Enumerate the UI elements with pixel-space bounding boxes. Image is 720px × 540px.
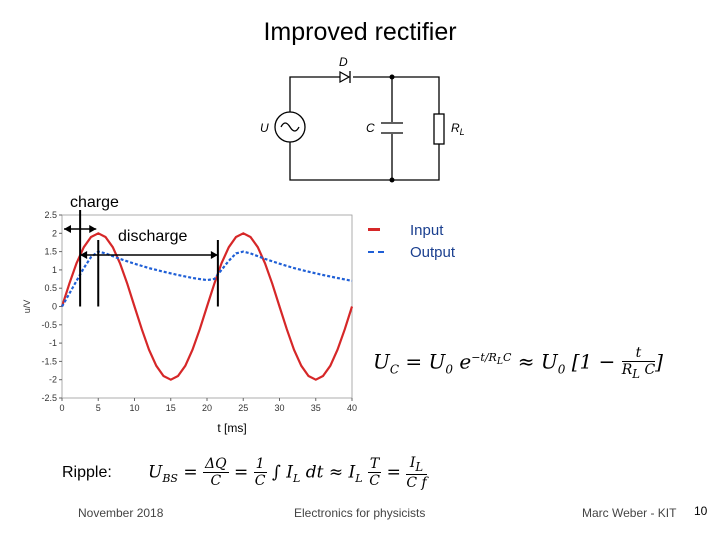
diode-label: D [339, 55, 348, 69]
charge-arrowhead-right [89, 225, 96, 233]
footer-course: Electronics for physicists [294, 506, 426, 520]
x-tick-label: 35 [310, 403, 321, 413]
ripple-formula: $U_{BS}$ = $\frac{\Delta Q}{C}$ = $\frac{1}{C}$ ∫ $I_L$ dt ≈ $I_L$ $\frac{T}{C}$ = $\frac{I_L}{\text{C f}}$ [148, 455, 427, 491]
x-tick-label: 15 [165, 403, 176, 413]
x-tick-label: 10 [129, 403, 140, 413]
legend-input-swatch [368, 228, 380, 231]
legend-output-label: Output [410, 244, 456, 261]
legend-output-swatch [368, 251, 384, 253]
capacitor-label: C [366, 121, 375, 135]
discharge-formula: $U_C = U_0$ $e^{-t/R_LC} \approx U_0$ [1 − $\frac{t}{R_L C}$ ] [373, 345, 663, 381]
y-tick-label: -2.5 [41, 393, 57, 403]
y-tick-label: 2.5 [44, 210, 57, 220]
y-tick-label: 1.5 [44, 246, 57, 257]
discharge-arrowhead-right [211, 251, 218, 259]
waveform-chart [20, 205, 365, 445]
x-tick-label: 25 [238, 403, 249, 413]
x-tick-label: 5 [95, 403, 101, 413]
y-tick-label: 2 [51, 228, 57, 239]
y-tick-label: -1.5 [41, 356, 57, 367]
y-tick-label: 1 [51, 264, 57, 275]
x-tick-label: 0 [59, 403, 65, 413]
slide-title: Improved rectifier [263, 18, 457, 46]
y-tick-label: -0.5 [41, 319, 57, 330]
page-number: 10 [694, 504, 708, 518]
resistor-label: $R_L$ [451, 121, 465, 137]
diode-icon [340, 71, 350, 83]
source-label: U [260, 121, 269, 135]
charge-label: charge [70, 194, 119, 211]
x-axis-label: t [ms] [217, 421, 247, 435]
rectifier-circuit [255, 52, 475, 187]
y-tick-label: 0 [51, 301, 57, 312]
discharge-label: discharge [118, 228, 188, 245]
x-tick-label: 20 [201, 403, 213, 413]
y-tick-label: -2 [48, 374, 57, 385]
footer-date: November 2018 [78, 506, 164, 520]
series-line-output [62, 252, 352, 307]
ripple-label: Ripple: [62, 464, 112, 481]
x-tick-label: 40 [346, 403, 358, 413]
y-tick-label: -1 [48, 338, 57, 349]
footer-author: Marc Weber - KIT [582, 506, 677, 520]
x-tick-label: 30 [274, 403, 285, 413]
charge-arrowhead-left [64, 225, 71, 233]
legend-input-label: Input [410, 222, 444, 239]
y-axis-label: u/V [22, 299, 32, 314]
y-tick-label: 0.5 [44, 283, 57, 294]
